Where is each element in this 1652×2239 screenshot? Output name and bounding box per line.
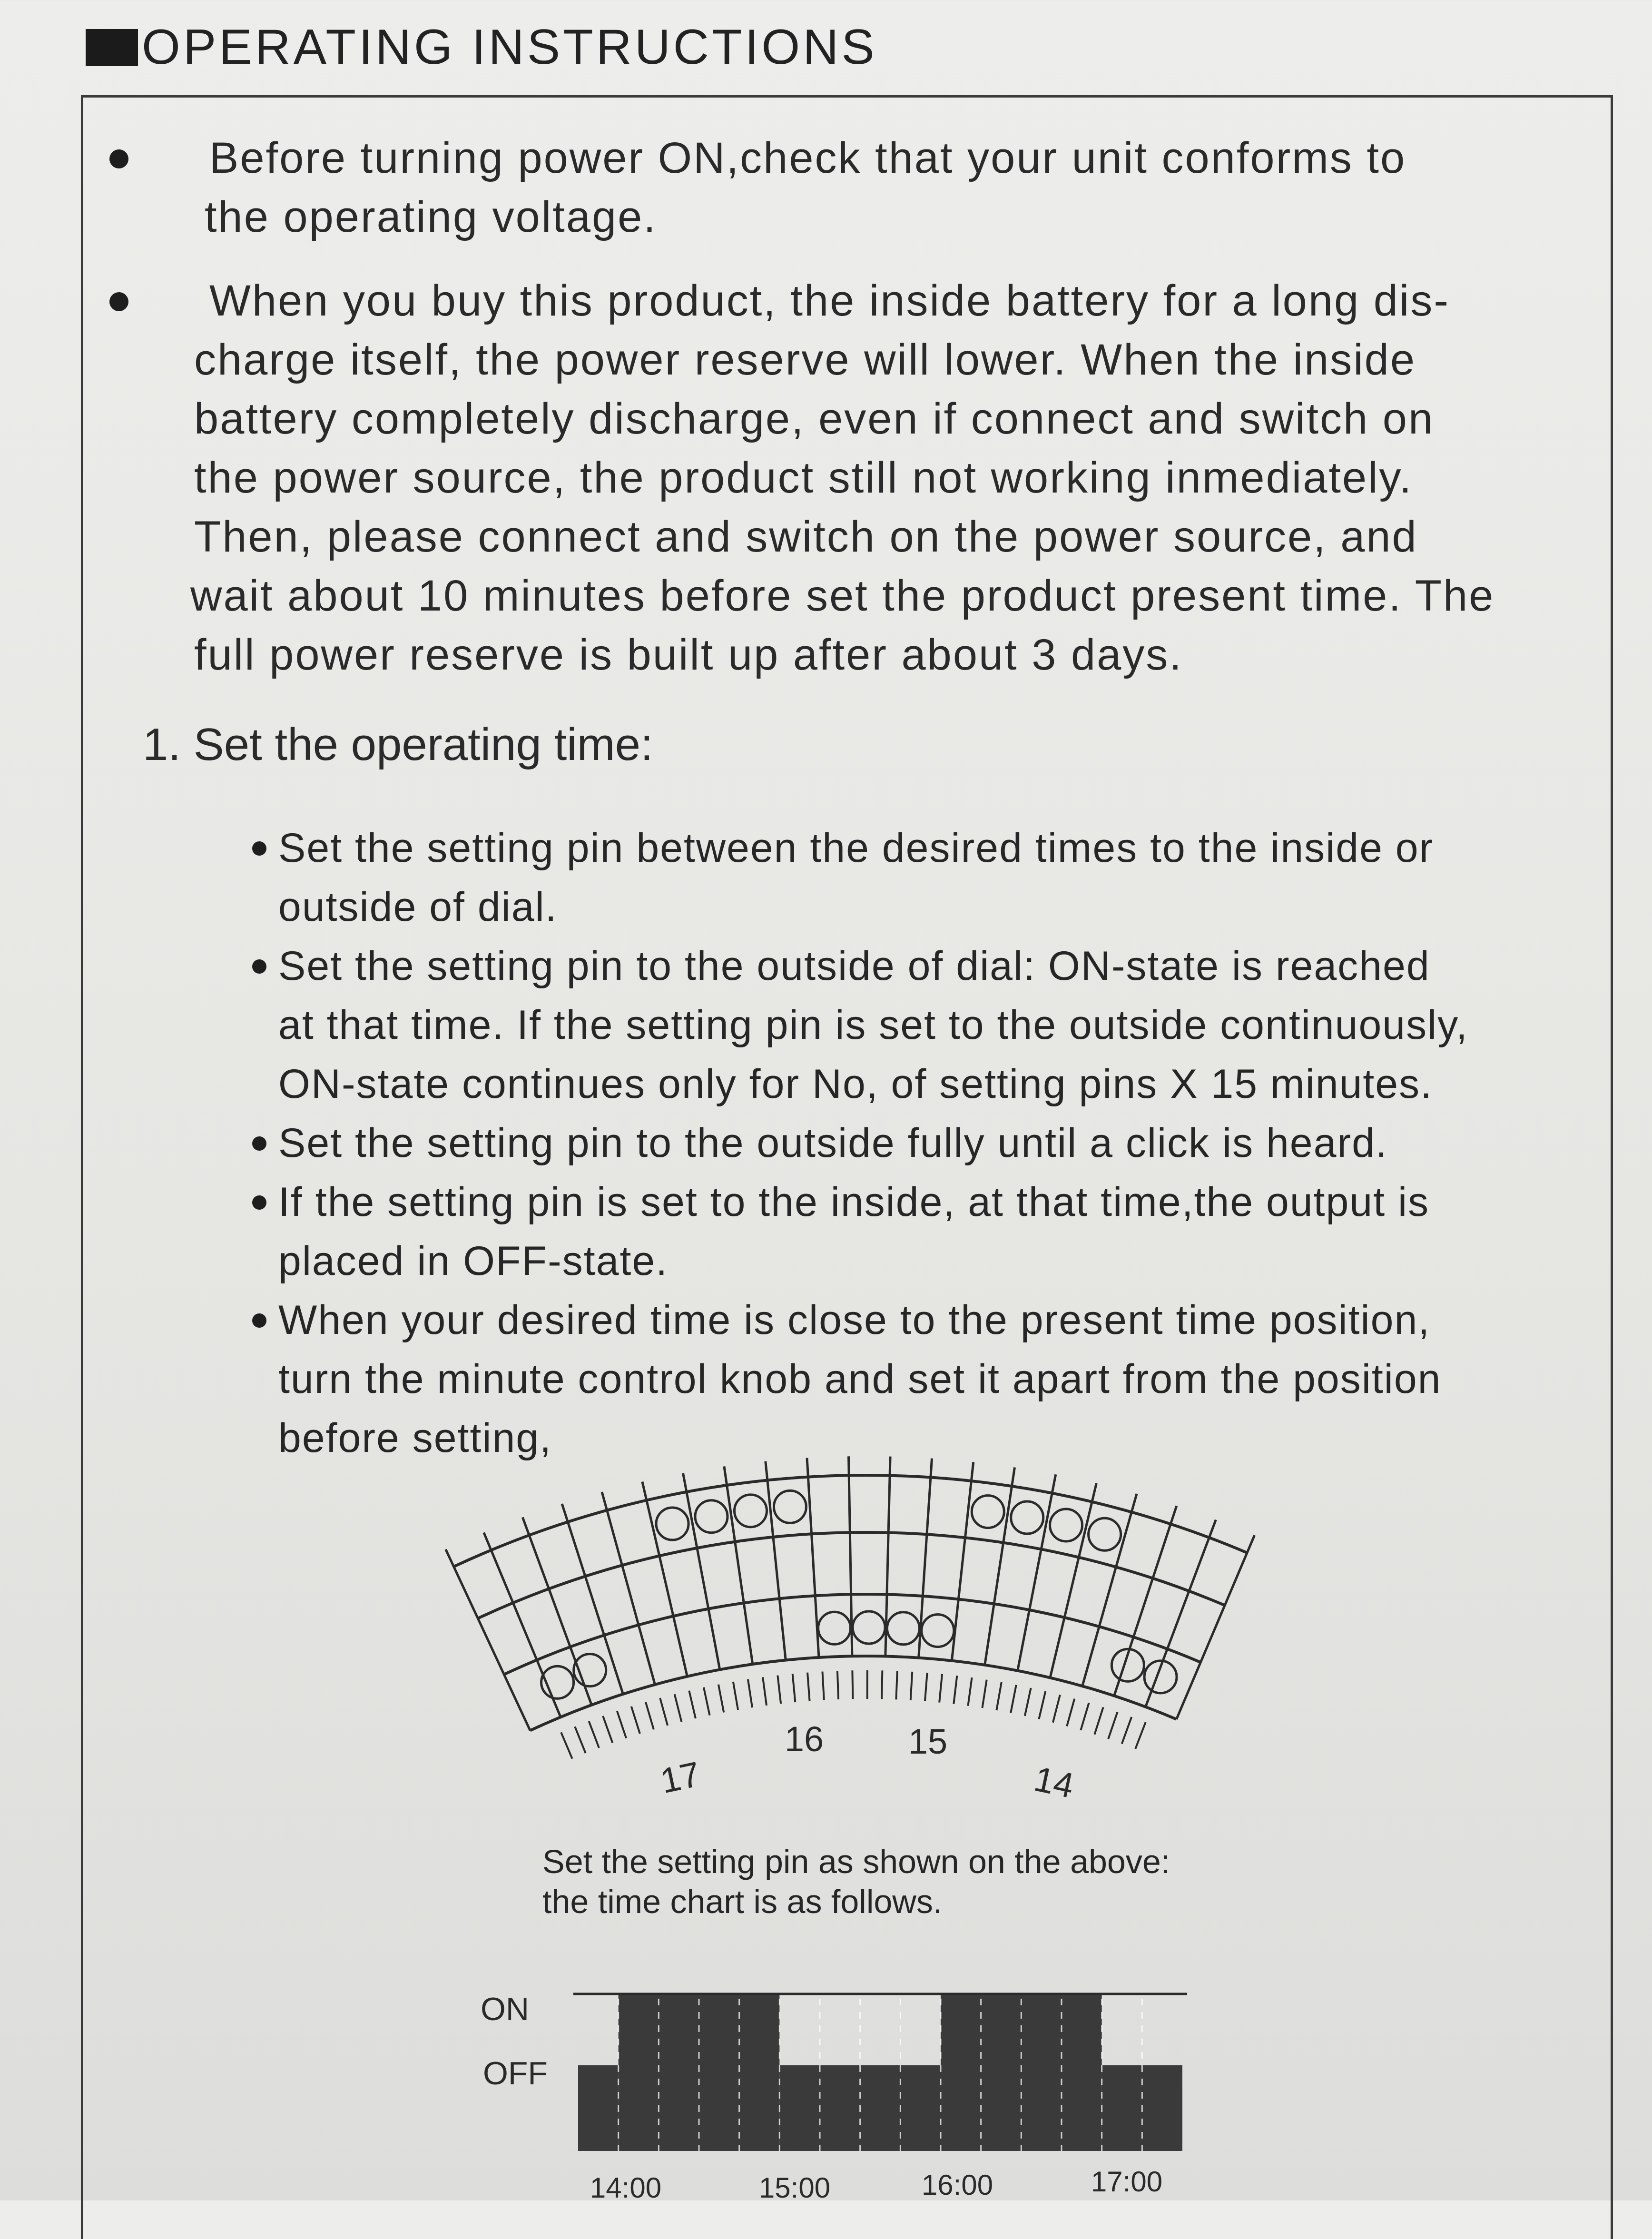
sub-line: outside of dial. [278, 878, 1594, 937]
dial-tick [675, 1694, 682, 1722]
dial-segment-line [1146, 1520, 1216, 1707]
dial-hour-label: 17 [657, 1754, 704, 1801]
dial-segment-line [1082, 1494, 1137, 1686]
sub-line: turn the minute control knob and set it apart from the position [278, 1350, 1594, 1409]
dial-tick [996, 1682, 1001, 1710]
setting-pin-circle [774, 1490, 806, 1523]
dial-tick [1025, 1688, 1031, 1716]
intro-line: full power reserve is built up after about 3 days. [194, 625, 1565, 684]
dial-tick [689, 1691, 696, 1718]
intro-line: the power source, the product still not working inmediately. [194, 448, 1565, 507]
intro-line: the operating voltage. [205, 187, 1565, 247]
dial-tick [646, 1702, 654, 1730]
dial-tick [1108, 1712, 1117, 1739]
sub-line: at that time. If the setting pin is set to the outside continuously, [278, 996, 1594, 1055]
chart-ylabel-off: OFF [483, 2055, 548, 2091]
dial-tick [896, 1671, 897, 1699]
setting-pin-circle [1050, 1509, 1082, 1541]
dial-tick [589, 1721, 599, 1748]
chart-xlabel: 17:00 [1091, 2166, 1162, 2198]
dial-tick [660, 1698, 668, 1726]
chart-xlabel: 14:00 [590, 2172, 661, 2200]
caption-line: the time chart is as follows. [542, 1882, 1170, 1922]
dial-tick [617, 1711, 626, 1738]
dial-tick [1067, 1699, 1074, 1726]
setting-pin-circle [818, 1612, 851, 1644]
dial-segment-line [446, 1549, 530, 1731]
setting-pin-circle [1011, 1501, 1043, 1534]
dial-tick [777, 1676, 781, 1704]
dial-tick [1081, 1703, 1089, 1730]
dial-tick [603, 1716, 612, 1743]
dial-segment-line [484, 1532, 560, 1717]
dial-tick [1135, 1722, 1146, 1749]
dial-tick [837, 1671, 838, 1699]
dial-tick [954, 1676, 957, 1704]
intro-line: charge itself, the power reserve will lower. When the inside [194, 330, 1565, 389]
intro-line: Before turning power ON,check that your unit conforms to [209, 128, 1565, 187]
heading-text: OPERATING INSTRUCTIONS [142, 19, 877, 76]
dial-segments [446, 1456, 1255, 1758]
intro-line: Then, please connect and switch on the power source, and [194, 507, 1565, 566]
dial-tick [631, 1706, 640, 1734]
dial-tick [822, 1672, 824, 1700]
setting-pin-circle [887, 1612, 919, 1645]
dial-hour-label: 14 [1031, 1759, 1077, 1805]
chart-ylabel-on: ON [481, 1991, 529, 2027]
sub-line: Set the setting pin between the desired times to the inside or [278, 819, 1594, 878]
sub-line: placed in OFF-state. [278, 1232, 1594, 1291]
sub-line: If the setting pin is set to the inside, at that time,the output is [278, 1173, 1594, 1232]
sub-line: Set the setting pin to the outside of dial: ON-state is reached [278, 937, 1594, 996]
setting-pin-circle [922, 1615, 954, 1647]
dial-tick [1053, 1695, 1060, 1723]
dial-segment-line [1114, 1506, 1177, 1696]
setting-pin-circle [1089, 1518, 1121, 1550]
setting-pin-circle [734, 1495, 767, 1527]
dial-tick [807, 1673, 809, 1701]
dial-hour-label: 16 [785, 1719, 824, 1759]
setting-pin-circle [972, 1496, 1004, 1528]
sub-line: before setting, [278, 1409, 1594, 1468]
dial-tick [763, 1677, 767, 1705]
dial-tick [575, 1726, 585, 1753]
setting-pin-circle [853, 1611, 885, 1644]
dial-tick [1094, 1707, 1103, 1735]
dial-segment-line [1177, 1535, 1255, 1719]
dial-hour-label: 15 [908, 1722, 947, 1761]
chart-xlabel: 15:00 [759, 2172, 830, 2200]
dial-tick [911, 1672, 913, 1700]
setting-pin-circle [695, 1500, 728, 1533]
dial-tick [718, 1685, 724, 1713]
dial-tick [982, 1680, 986, 1708]
dial-segment-line [522, 1518, 591, 1705]
section-title: 1. Set the operating time: [143, 719, 653, 771]
sub-line: Set the setting pin to the outside fully until a click is heard. [278, 1114, 1594, 1173]
dial-tick [793, 1674, 796, 1702]
dial-tick [939, 1674, 942, 1703]
chart-caption [542, 1842, 1170, 1922]
sub-line: When your desired time is close to the present time position, [278, 1291, 1594, 1350]
dial-segment-line [724, 1466, 753, 1664]
sub-line: ON-state continues only for No, of setting pins X 15 minutes. [278, 1055, 1594, 1114]
dial-tick [561, 1732, 572, 1758]
dial-tick [1122, 1717, 1131, 1744]
dial-tick [733, 1682, 738, 1710]
caption-line: Set the setting pin as shown on the above: [542, 1842, 1170, 1882]
chart-xlabel: 16:00 [922, 2169, 993, 2200]
dial-tick [852, 1670, 853, 1699]
intro-line: When you buy this product, the inside battery for a long dis- [209, 271, 1565, 330]
dial-tick [704, 1687, 709, 1716]
dial-segment-line [766, 1461, 786, 1660]
intro-line: wait about 10 minutes before set the product present time. The [190, 566, 1565, 625]
dial-tick [925, 1673, 927, 1701]
dial-tick [1039, 1691, 1045, 1719]
dial-segment-line [985, 1467, 1015, 1665]
dial-tick [748, 1679, 752, 1707]
intro-line: battery completely discharge, even if connect and switch on [194, 389, 1565, 448]
dial-tick [1011, 1685, 1016, 1713]
setting-pin-circle [656, 1508, 688, 1540]
dial-tick [968, 1677, 972, 1706]
